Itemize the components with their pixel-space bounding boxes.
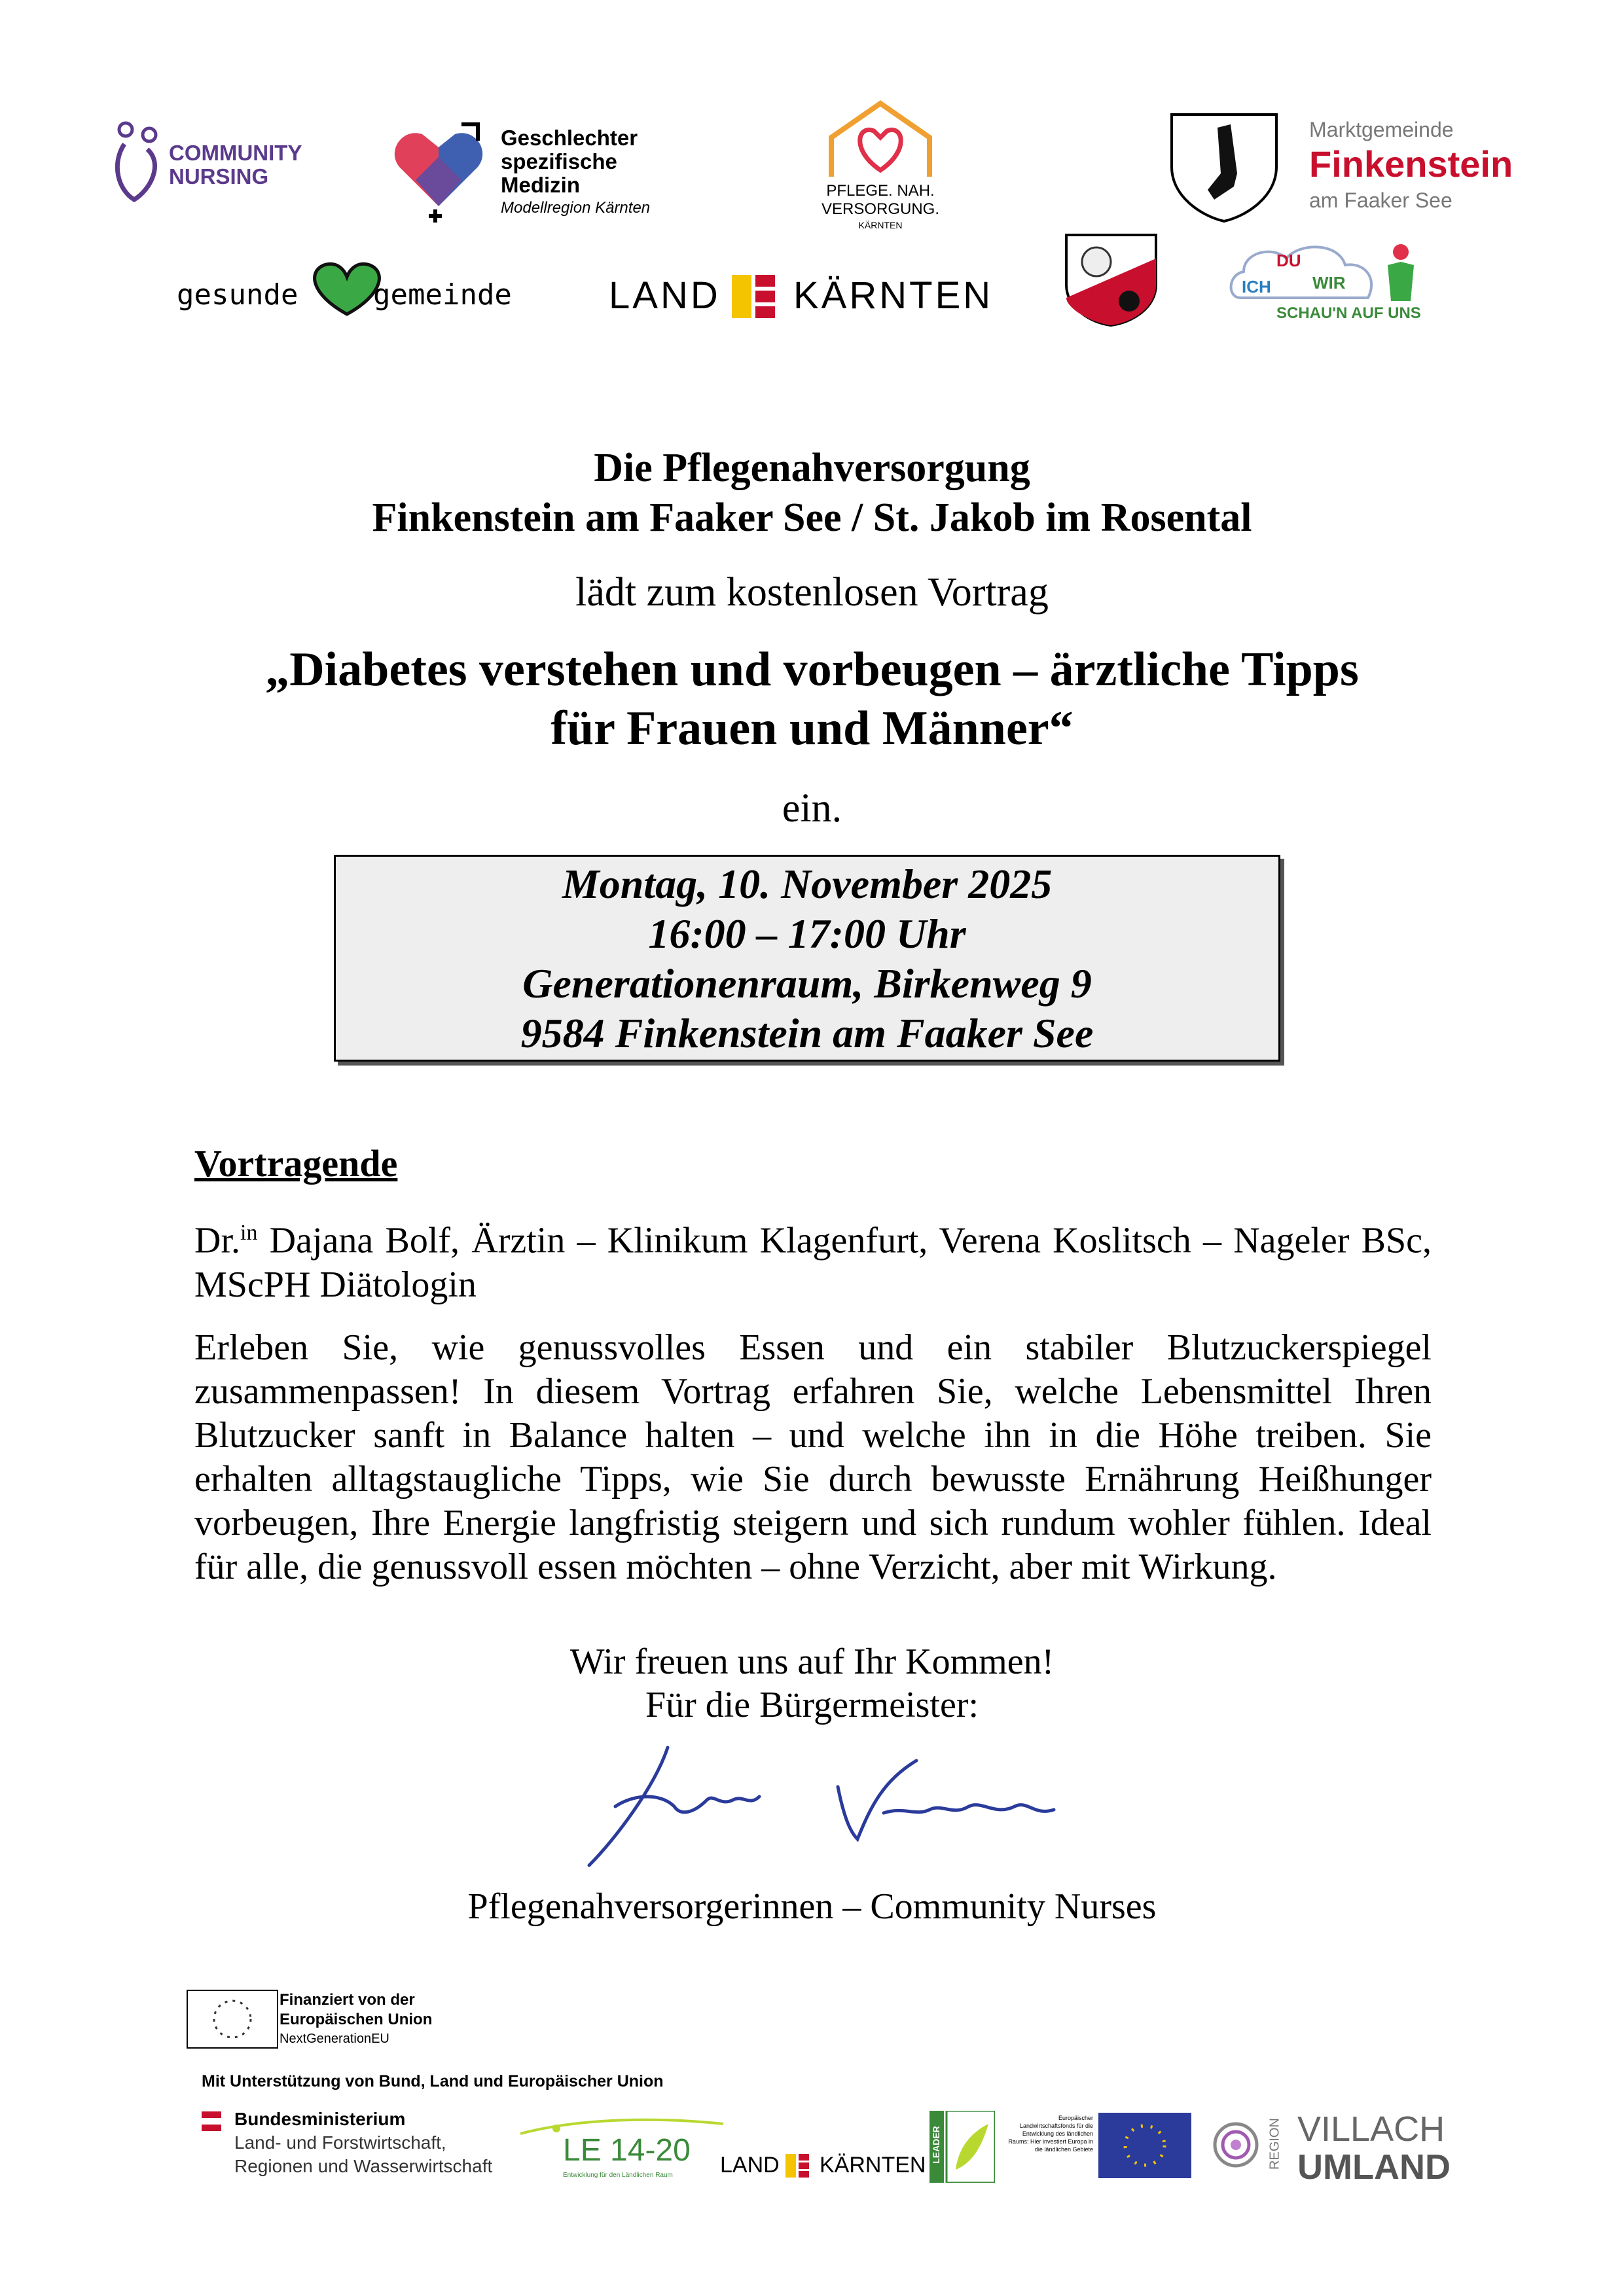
speakers-line: Dajana Bolf, Ärztin – Klinikum Klagenfurt, Verena Koslitsch – Nageler BSc, MScPH Diätologin bbox=[194, 1220, 1432, 1305]
header-line2: Finkenstein am Faaker See / St. Jakob im Rosental bbox=[372, 495, 1252, 540]
leader-logo bbox=[929, 2111, 995, 2183]
speakers-heading: Vortragende bbox=[194, 1142, 398, 1185]
finkenstein-line1: Marktgemeinde bbox=[1309, 118, 1454, 141]
leader-text: LEADER bbox=[931, 2126, 941, 2164]
ministry-logo bbox=[202, 2109, 529, 2187]
closing-line1: Wir freuen uns auf Ihr Kommen! bbox=[569, 1641, 1055, 1682]
event-time: 16:00 – 17:00 Uhr bbox=[648, 910, 966, 957]
ministry-line1: Bundesministerium bbox=[234, 2109, 406, 2129]
eu-line1: Finanziert von der bbox=[280, 1991, 415, 2009]
gender-medicine-line2: spezifische bbox=[501, 149, 617, 173]
footer-kaernten-text: KÄRNTEN bbox=[820, 2153, 926, 2178]
umland-text: UMLAND bbox=[1297, 2147, 1451, 2187]
land-text: LAND bbox=[609, 274, 721, 317]
speakers-text bbox=[194, 1211, 1432, 1307]
ministry-line3: Regionen und Wasserwirtschaft bbox=[234, 2156, 493, 2176]
event-place: Generationenraum, Birkenweg 9 bbox=[522, 960, 1092, 1007]
gender-medicine-logo bbox=[389, 118, 717, 223]
eu-funding-logo bbox=[187, 1990, 461, 2049]
event-city: 9584 Finkenstein am Faaker See bbox=[520, 1010, 1094, 1056]
heart-icon bbox=[389, 118, 488, 223]
land-kaernten-logo bbox=[609, 268, 994, 321]
gender-medicine-line3: Medizin bbox=[501, 173, 580, 197]
support-text: Mit Unterstützung von Bund, Land und Europäischer Union bbox=[202, 2072, 664, 2090]
finkenstein-line2: Finkenstein bbox=[1309, 143, 1513, 185]
community-nursing-icon bbox=[111, 118, 170, 209]
talk-title-line1: „Diabetes verstehen und vorbeugen – ärztliche Tipps bbox=[265, 643, 1359, 696]
schaun-du: DU bbox=[1276, 251, 1301, 270]
speakers-sup: in bbox=[240, 1221, 258, 1245]
gesunde-gemeinde-logo bbox=[177, 259, 517, 324]
pflegenah-line1: PFLEGE. NAH. bbox=[826, 182, 935, 200]
schaun-wir: WIR bbox=[1312, 273, 1346, 293]
community-nursing-text: COMMUNITY NURSING bbox=[169, 141, 302, 188]
eler-text: Europäischer Landwirtschaftsfonds für die Entwicklung des ländlichen Raums: Hier investiert Europa in die ländlichen Gebiete bbox=[1008, 2115, 1093, 2153]
le-line2: Entwicklung für den Ländlichen Raum bbox=[563, 2172, 673, 2179]
signature-text bbox=[576, 1813, 1074, 1831]
footer-land-text: LAND bbox=[720, 2153, 780, 2178]
pflegenah-line2: VERSORGUNG. bbox=[821, 200, 940, 218]
le-line1: LE 14-20 bbox=[563, 2133, 691, 2168]
finkenstein-line3: am Faaker See bbox=[1309, 188, 1453, 212]
house-heart-icon bbox=[805, 98, 956, 183]
gemeinde-text: gemeinde bbox=[373, 278, 512, 312]
le-logo bbox=[517, 2114, 727, 2186]
villach-text: VILLACH bbox=[1297, 2109, 1445, 2149]
kaernten-flag-icon bbox=[732, 275, 775, 318]
pflegenah-logo bbox=[805, 98, 956, 236]
region-circle-icon bbox=[1211, 2109, 1263, 2181]
schaun-ich: ICH bbox=[1242, 277, 1271, 296]
footer-land-kaernten-logo bbox=[720, 2150, 926, 2183]
event-details-box bbox=[334, 855, 1280, 1062]
invite-text: lädt zum kostenlosen Vortrag bbox=[575, 570, 1049, 615]
eu-line3: NextGenerationEU bbox=[280, 2032, 389, 2046]
schaun-slogan: SCHAU'N AUF UNS bbox=[1276, 304, 1421, 322]
kaernten-text: KÄRNTEN bbox=[793, 274, 994, 317]
signer-text: Pflegenahversorgerinnen – Community Nurses bbox=[467, 1886, 1157, 1927]
pflegenah-line3: KÄRNTEN bbox=[858, 220, 903, 230]
eu-flag-icon bbox=[187, 1990, 278, 2049]
eu-stars-icon bbox=[1098, 2113, 1191, 2178]
speakers-dr: Dr. bbox=[194, 1220, 240, 1261]
region-text: REGION bbox=[1267, 2118, 1282, 2170]
event-date: Montag, 10. November 2025 bbox=[562, 861, 1053, 907]
eu-flag-footer bbox=[1098, 2113, 1191, 2178]
coat-of-arms-icon bbox=[1168, 111, 1280, 223]
gender-medicine-line1: Geschlechter bbox=[501, 126, 638, 150]
schaun-logo bbox=[1227, 239, 1430, 324]
finkenstein-logo bbox=[1309, 118, 1545, 216]
shell-crest-icon bbox=[1064, 232, 1159, 327]
header-line1: Die Pflegenahversorgung bbox=[594, 446, 1030, 490]
st-jakob-crest bbox=[1064, 232, 1159, 327]
eu-line2: Europäischen Union bbox=[280, 2011, 433, 2028]
gender-medicine-line4: Modellregion Kärnten bbox=[501, 199, 651, 217]
description-text: Erleben Sie, wie genussvolles Essen und ein stabiler Blutzuckerspiegel zusammenpassen! In diesem Vortrag erfahren Sie, welche Lebensmittel Ihren Blutzucker sanft in Balance halten – und welche ihn in die Höhe treiben. Sie erhalten alltagstaugliche Tipps, wie Sie durch bewusste Ernährung Heißhunger vorbeugen, Ihre Energie langfristig steigern und sich rundum wohler fühlen. Ideal für alle, die genussvoll essen möchten – ohne Verzicht, aber mit Wirkung. bbox=[194, 1327, 1432, 1587]
signature bbox=[576, 1734, 1074, 1872]
region-villach-logo bbox=[1211, 2109, 1451, 2187]
talk-title-line2: für Frauen und Männer“ bbox=[550, 702, 1074, 755]
footer-kaernten-flag-icon bbox=[785, 2154, 809, 2178]
signature-drawing bbox=[576, 1734, 1074, 1872]
ein-text: ein. bbox=[782, 786, 842, 831]
ministry-line2: Land- und Forstwirtschaft, bbox=[234, 2132, 446, 2153]
closing-line2: Für die Bürgermeister: bbox=[645, 1685, 979, 1725]
community-nursing-logo bbox=[111, 118, 327, 209]
austria-flag-icon bbox=[202, 2111, 221, 2131]
gesunde-text: gesunde bbox=[177, 278, 298, 312]
finkenstein-crest bbox=[1168, 111, 1280, 223]
